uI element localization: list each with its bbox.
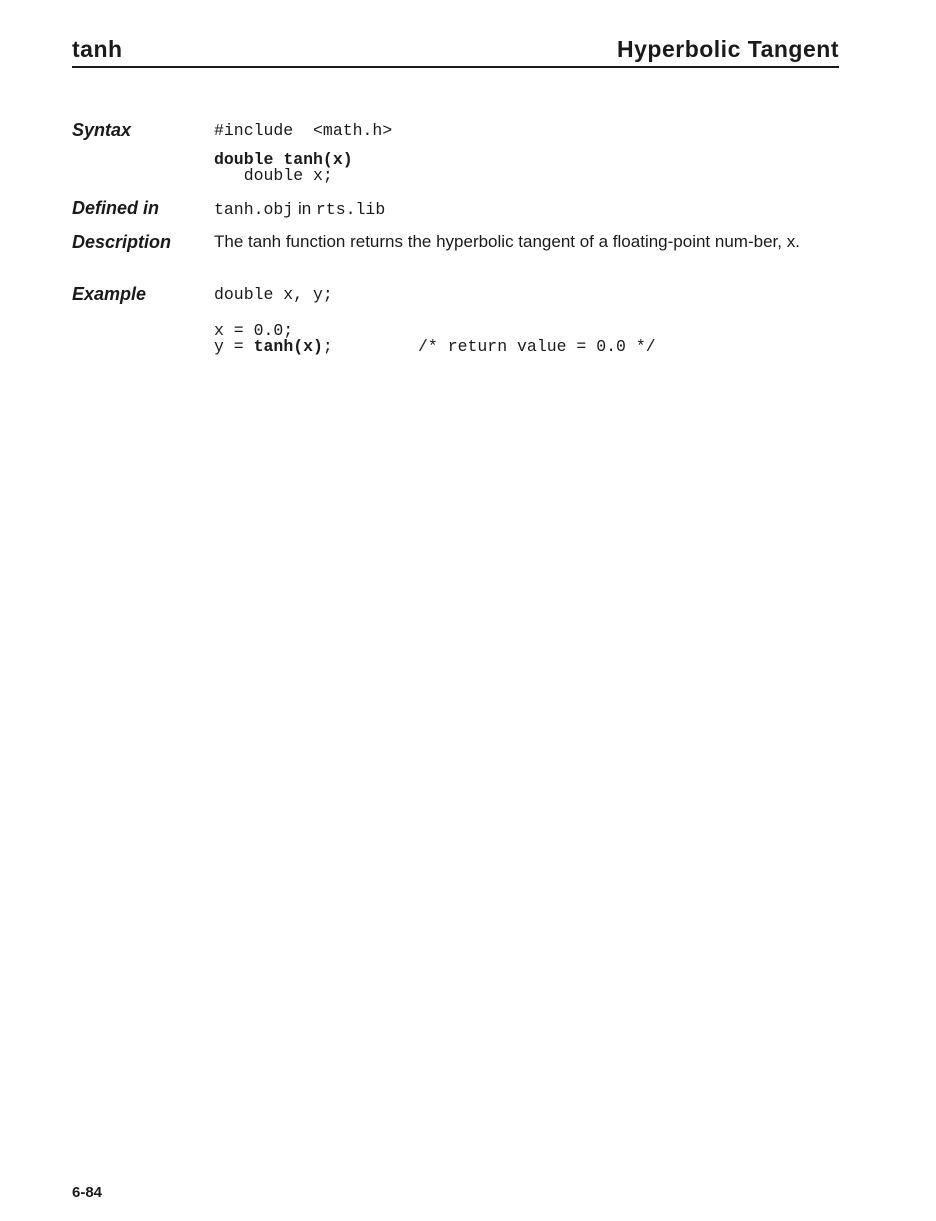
defined-in-connector: in [293, 199, 316, 218]
syntax-param-line: double x; [214, 166, 333, 185]
header-rule [72, 66, 839, 68]
example-call-prefix: y = [214, 337, 254, 356]
page-header-function-name: tanh [72, 36, 123, 62]
object-file: tanh.obj [214, 200, 294, 219]
syntax-label: Syntax [72, 120, 132, 140]
library-file: rts.lib [315, 200, 386, 219]
example-assignment: x = 0.0; [214, 321, 294, 340]
defined-in-value [214, 199, 385, 219]
example-comment: /* return value = 0.0 */ [418, 337, 656, 356]
description-label: Description [72, 232, 172, 252]
defined-in-label: Defined in [72, 198, 160, 218]
example-call-suffix: ; [322, 337, 333, 356]
example-call-line [214, 338, 333, 355]
example-declaration: double x, y; [214, 285, 333, 304]
example-label: Example [72, 284, 147, 304]
signature-return-type: double [214, 150, 284, 169]
example-call-function: tanh(x) [253, 337, 323, 356]
description-text: The tanh function returns the hyperbolic tangent of a floating-point num-ber, x. [214, 232, 800, 251]
page-header-title: Hyperbolic Tangent [617, 36, 839, 62]
signature-function: tanh(x) [283, 150, 353, 169]
syntax-include-line: #include <math.h> [214, 121, 393, 140]
page-number: 6-84 [72, 1184, 103, 1201]
